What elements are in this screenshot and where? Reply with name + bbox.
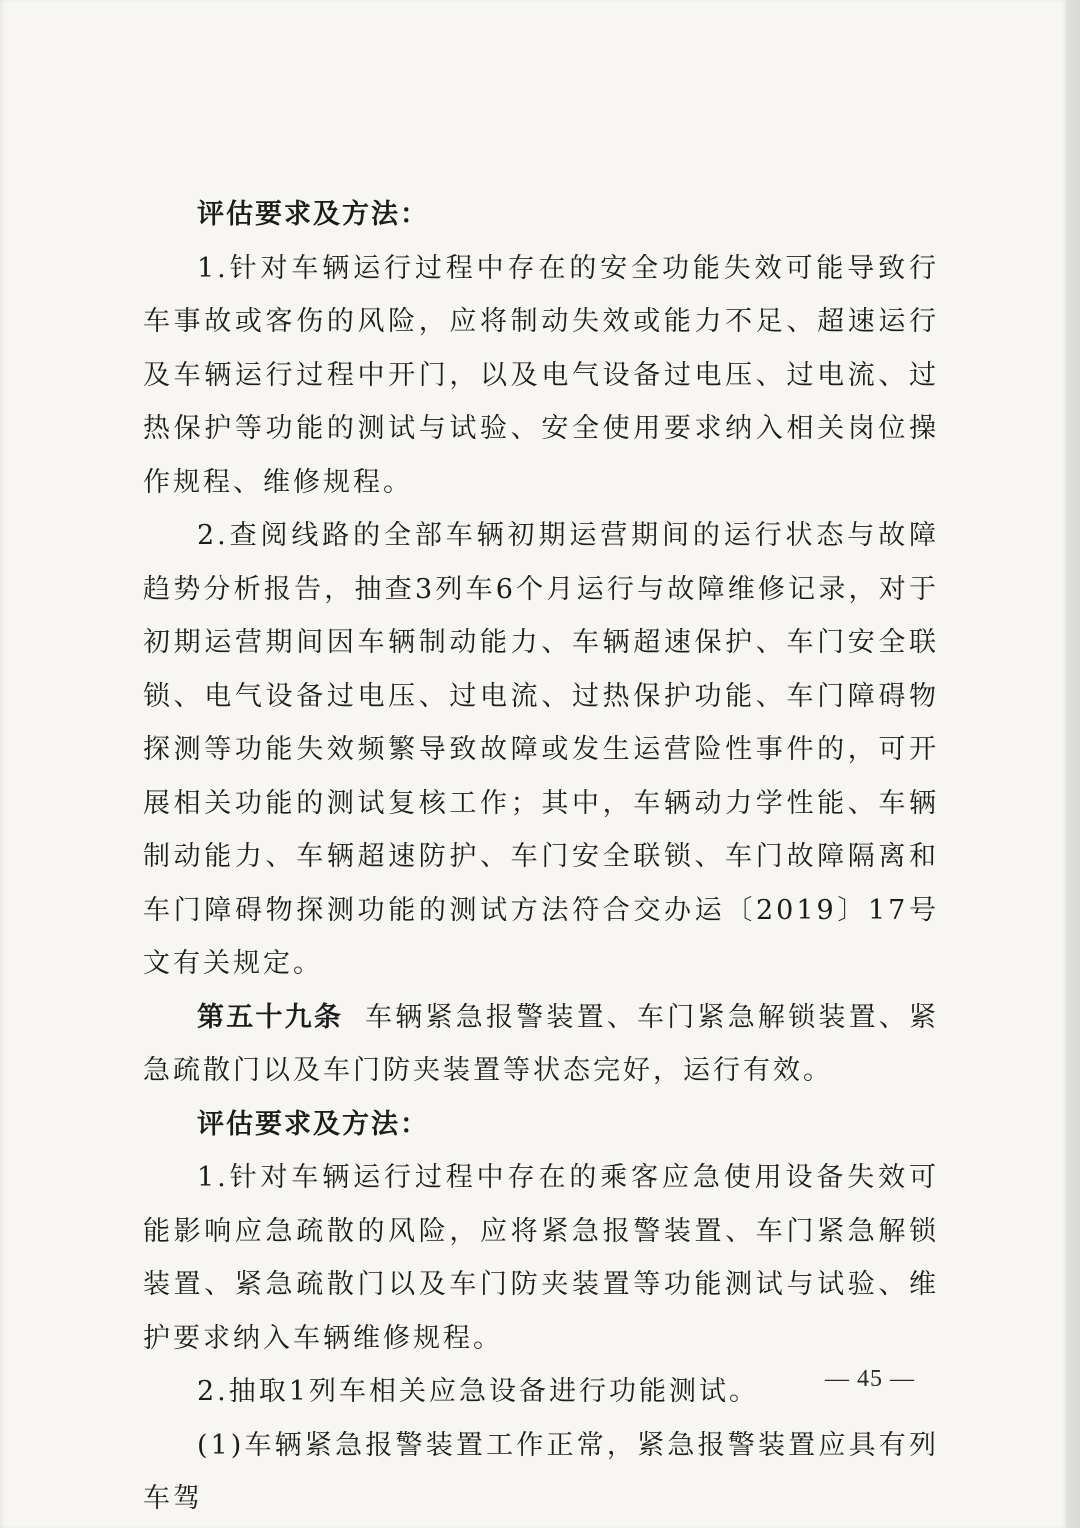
- article-paragraph: [143, 991, 939, 1098]
- section-heading: 评估要求及方法：: [197, 1108, 429, 1140]
- paragraph: 2.抽取1列车相关应急设备进行功能测试。: [197, 1376, 759, 1407]
- paragraph: 1.针对车辆运行过程中存在的安全功能失效可能导致行车事故或客伤的风险，应将制动失效或能力不足、超速运行及车辆运行过程中开门，以及电气设备过电压、过电流、过热保护等功能的测试与试验、安全使用要求纳入相关岗位操作规程、维修规程。: [143, 252, 939, 498]
- article-text: 车辆紧急报警装置、车门紧急解锁装置、紧急疏散门以及车门防夹装置等状态完好，运行有效。: [143, 1001, 940, 1086]
- paragraph: 1.针对车辆运行过程中存在的乘客应急使用设备失效可能影响应急疏散的风险，应将紧急报警装置、车门紧急解锁装置、紧急疏散门以及车门防夹装置等功能测试与试验、维护要求纳入车辆维修规程。: [143, 1162, 939, 1354]
- paragraph: 2.查阅线路的全部车辆初期运营期间的运行状态与故障趋势分析报告，抽查3列车6个月运行与故障维修记录，对于初期运营期间因车辆制动能力、车辆超速保护、车门安全联锁、电气设备过电压、过电流、过热保护功能、车门障碍物探测等功能失效频繁导致故障或发生运营险性事件的，可开展相关功能的测试复核工作；其中，车辆动力学性能、车辆制动能力、车辆超速防护、车门安全联锁、车门故障隔离和车门障碍物探测功能的测试方法符合交办运〔2019〕17号文有关规定。: [143, 520, 939, 979]
- document-body: [143, 188, 939, 1526]
- article-number: 第五十九条: [197, 1001, 344, 1033]
- paragraph: (1)车辆紧急报警装置工作正常，紧急报警装置应具有列车驾: [143, 1429, 939, 1514]
- page-edge-shadow: [0, 0, 6, 1528]
- section-heading: 评估要求及方法：: [197, 199, 429, 230]
- scan-margin-strip: [1066, 0, 1080, 1528]
- page-number: — 45 —: [825, 1366, 915, 1392]
